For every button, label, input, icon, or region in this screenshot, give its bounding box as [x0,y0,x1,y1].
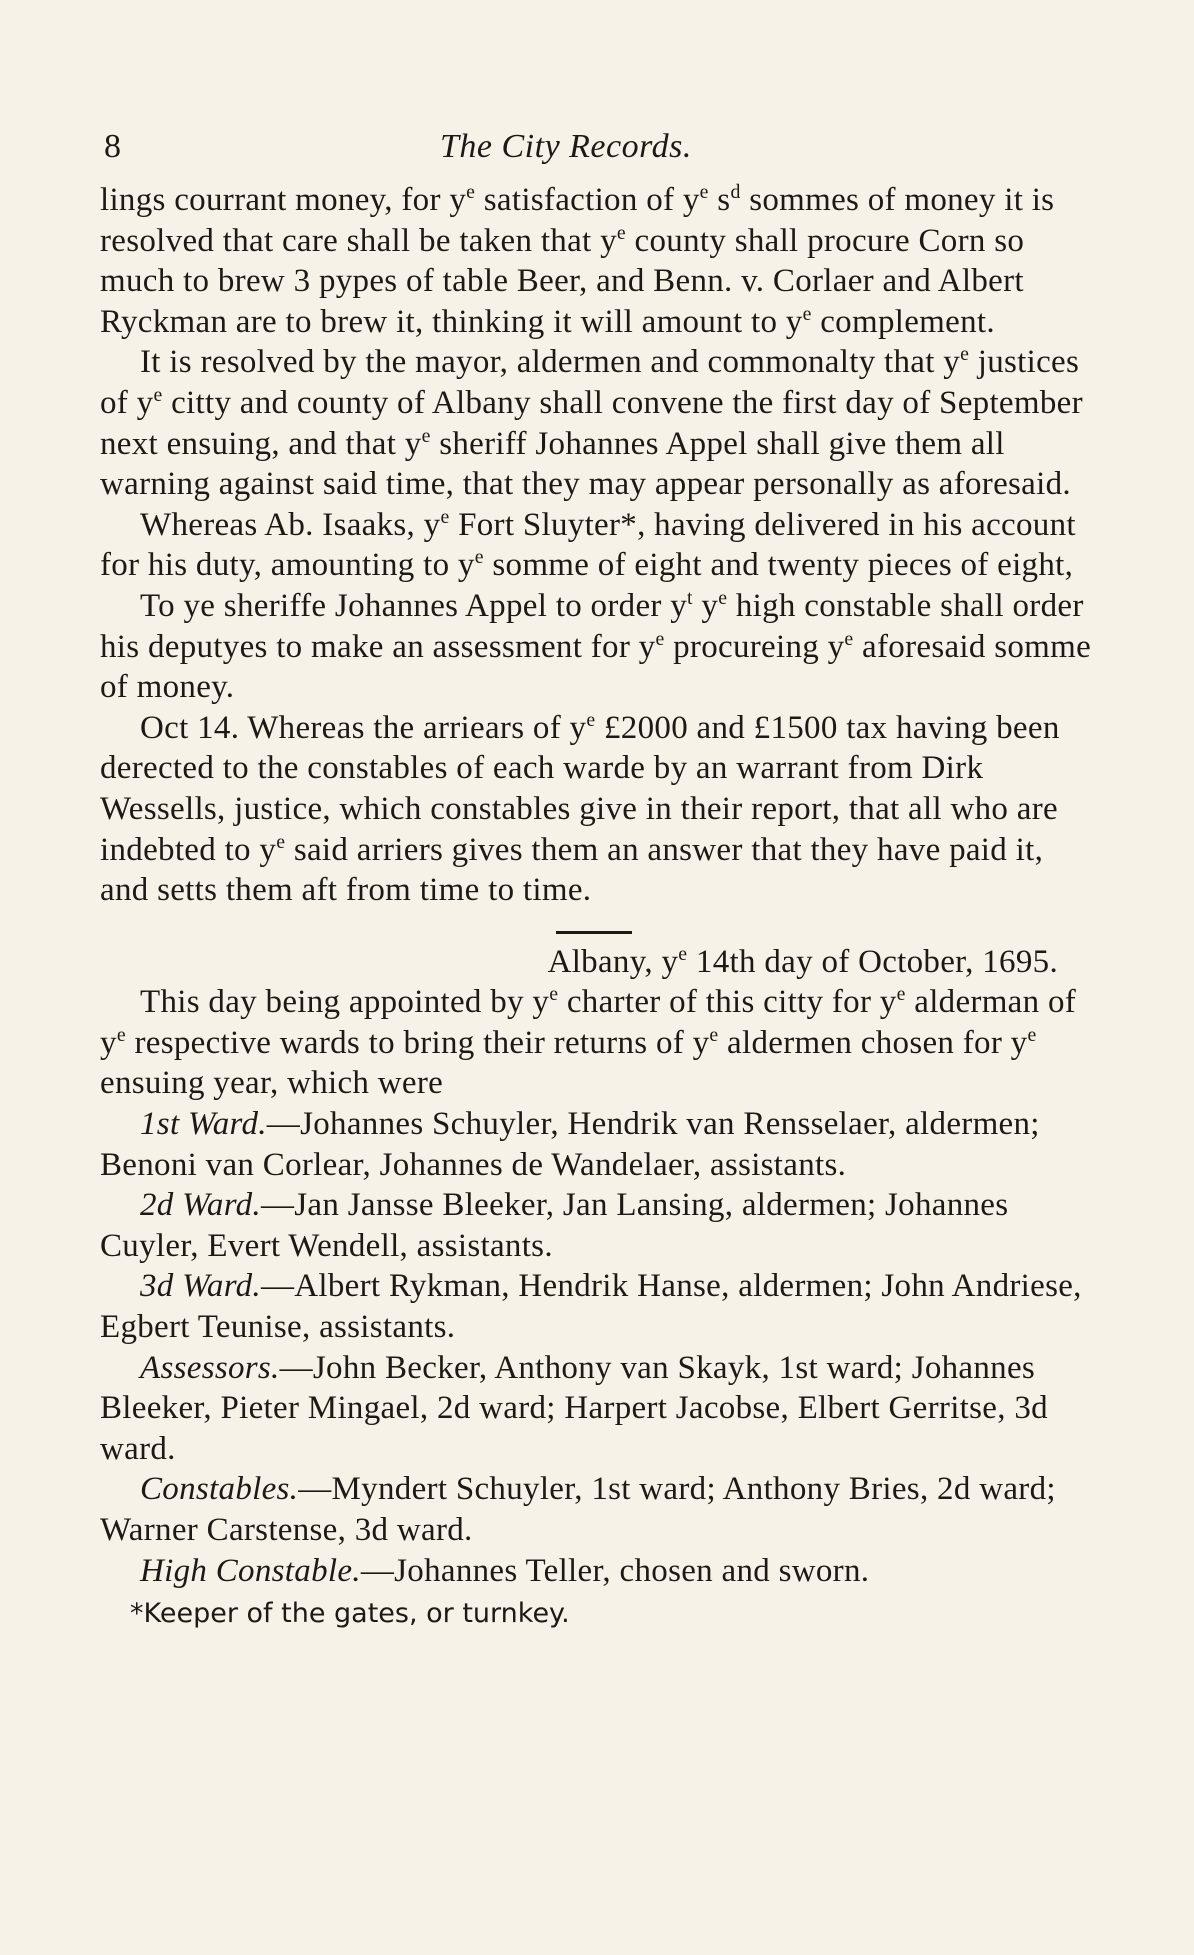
paragraph-assessors: Assessors.—John Becker, Anthony van Skayk, 1st ward; Johannes Bleeker, Pieter Mingael, 2d ward; Harpert Jacobse, Elbert Gerritse, 3d ward. [100,1349,1048,1467]
paragraph-second-ward: 2d Ward.—Jan Jansse Bleeker, Jan Lansing, aldermen; Johannes Cuyler, Evert Wendell, assistants. [100,1187,1009,1264]
paragraph-corn-and-beer: lings courrant money, for $y^e$ satisfaction of $y^e$ $s^d$ sommes of money it is resolved that care shall be taken that $y^e$ county shall procure Corn so much to brew 3 pypes of table Beer, and Benn. v. Corlaer and Albert Ryckman are to brew it, thinking it will amount to $y^e$ complement. [100,181,1055,340]
paragraph-sheriff-order: To ye sheriffe Johannes Appel to order $y^t$ $y^e$ high constable shall order his deputyes to make an assessment for $y^e$ procureing $y^e$ aforesaid somme of money. [100,586,1092,706]
book-page [100,120,1098,1631]
paragraph-high-constable: High Constable.—Johannes Teller, chosen and sworn. [140,1552,870,1589]
paragraph-tax-arrears: Oct 14. Whereas the arriears of $y^e$ £2000 and £1500 tax having been derected to the constables of each warde by an warrant from Dirk Wessells, justice, which constables give in their report, that all who are indebted to $y^e$ said arriers gives them an answer that they have paid it, and setts them aft from time to time. [100,708,1060,909]
dateline: Albany, $y^e$ 14th day of October, 1695. [547,942,1058,980]
paragraph-charter-day: This day being appointed by $y^e$ charter of this citty for $y^e$ alderman of $y^e$ respective wards to bring their returns of $y^e$ aldermen chosen for $y^e$ ensuing year, which were [100,983,1077,1102]
section-divider [556,931,632,934]
page-number: 8 [104,128,121,165]
high-constable-label: High Constable. [140,1552,361,1589]
paragraph-third-ward: 3d Ward.—Albert Rykman, Hendrik Hanse, aldermen; John Andriese, Egbert Teunise, assistants. [100,1268,1082,1346]
constables-label: Constables. [140,1471,299,1508]
paragraph-justices-convene: It is resolved by the mayor, aldermen and commonalty that $y^e$ justices of $y^e$ citty and county of Albany shall convene the first day of September next ensuing, and that $y^e$ sheriff Johannes Appel shall give them all warning against said time, that they may appear personally as aforesaid. [100,343,1083,503]
running-title: The City Records. [440,128,692,165]
paragraph-first-ward: 1st Ward.—Johannes Schuyler, Hendrik van Rensselaer, aldermen; Benoni van Corlear, Johannes de Wandelaer, assistants. [100,1106,1040,1183]
first-ward-label: 1st Ward. [140,1106,267,1143]
third-ward-label: 3d Ward. [140,1268,261,1305]
page-header [100,120,1098,180]
paragraph-fort-sluyter: Whereas Ab. Isaaks, $y^e$ Fort Sluyter*, having delivered in his account for his duty, amounting to $y^e$ somme of eight and twenty pieces of eight, [100,505,1076,584]
paragraph-constables: Constables.—Myndert Schuyler, 1st ward; Anthony Bries, 2d ward; Warner Carstense, 3d ward. [100,1471,1056,1548]
assessors-label: Assessors. [140,1349,280,1386]
footnote: *Keeper of the gates, or turnkey. [130,1598,570,1630]
second-ward-label: 2d Ward. [140,1187,261,1224]
body-text [100,180,1098,1591]
